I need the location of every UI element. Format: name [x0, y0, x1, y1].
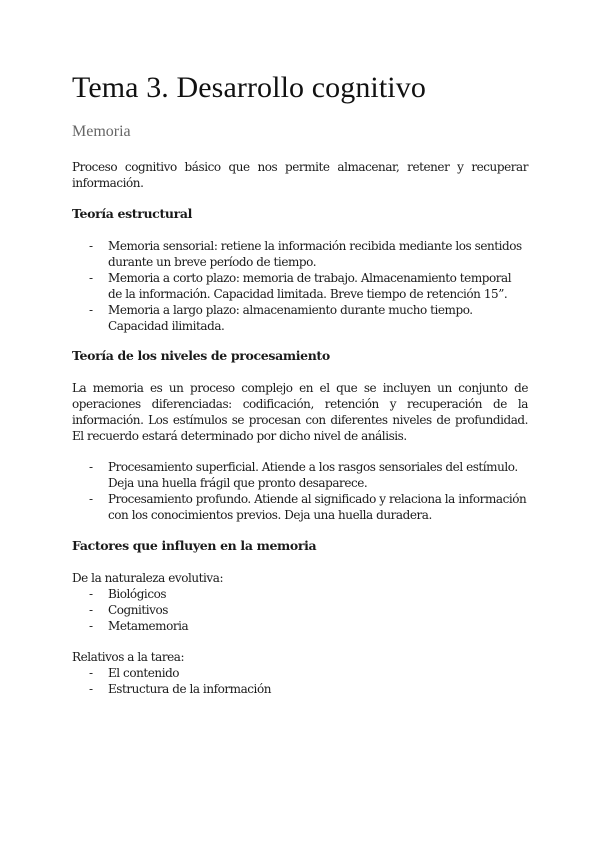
intro-paragraph: Proceso cognitivo básico que nos permite almacenar, retener y recuperar información. [72, 160, 528, 190]
list-factores-evolutiva [0, 586, 408, 634]
bullet-dash: - [89, 587, 93, 601]
bullet-dash: - [89, 682, 93, 696]
bullet-dash: - [89, 603, 93, 617]
bullet-dash: - [89, 619, 93, 633]
bullet-dash: - [89, 492, 93, 506]
bullet-dash: - [89, 271, 93, 285]
bullet-dash: - [89, 460, 93, 474]
list-factores-tarea [0, 665, 408, 697]
tarea-label: Relativos a la tarea: [72, 650, 185, 664]
list-item: - Procesamiento superficial. Atiende a los rasgos sensoriales del estímulo. Deja una huella frágil que pronto desaparece. [89, 460, 518, 490]
list-teoria-estructural [0, 238, 528, 334]
list-item: - Cognitivos [89, 603, 168, 617]
niveles-paragraph: La memoria es un proceso complejo en el que se incluyen un conjunto de operaciones diferenciadas: codificación, retención y recuperación de la información. Los estímulos se procesan con diferentes niveles de profundidad. El recuerdo estará determinado por dicho nivel de análisis. [72, 381, 528, 443]
heading-factores-memoria: Factores que influyen en la memoria [72, 538, 317, 553]
page-title: Tema 3. Desarrollo cognitivo [72, 71, 426, 104]
list-item: - Metamemoria [89, 619, 189, 633]
list-item: - El contenido [89, 666, 180, 680]
list-item: - Memoria a largo plazo: almacenamiento durante mucho tiempo. Capacidad ilimitada. [89, 303, 473, 333]
bullet-dash: - [89, 666, 93, 680]
section-subtitle: Memoria [72, 123, 131, 140]
bullet-dash: - [89, 239, 93, 253]
list-item: - Procesamiento profundo. Atiende al significado y relaciona la información con los conocimientos previos. Deja una huella duradera. [89, 492, 527, 522]
bullet-dash: - [89, 303, 93, 317]
list-item: - Memoria sensorial: retiene la información recibida mediante los sentidos durante un breve período de tiempo. [89, 239, 522, 269]
list-item: - Memoria a corto plazo: memoria de trabajo. Almacenamiento temporal de la información. Capacidad limitada. Breve tiempo de retención 15”. [89, 271, 512, 301]
heading-teoria-estructural: Teoría estructural [72, 206, 192, 221]
list-item: - Biológicos [89, 587, 167, 601]
list-niveles-procesamiento [0, 459, 528, 523]
evolutiva-label: De la naturaleza evolutiva: [72, 571, 224, 585]
heading-niveles-procesamiento: Teoría de los niveles de procesamiento [72, 348, 330, 363]
list-item: - Estructura de la información [89, 682, 271, 696]
